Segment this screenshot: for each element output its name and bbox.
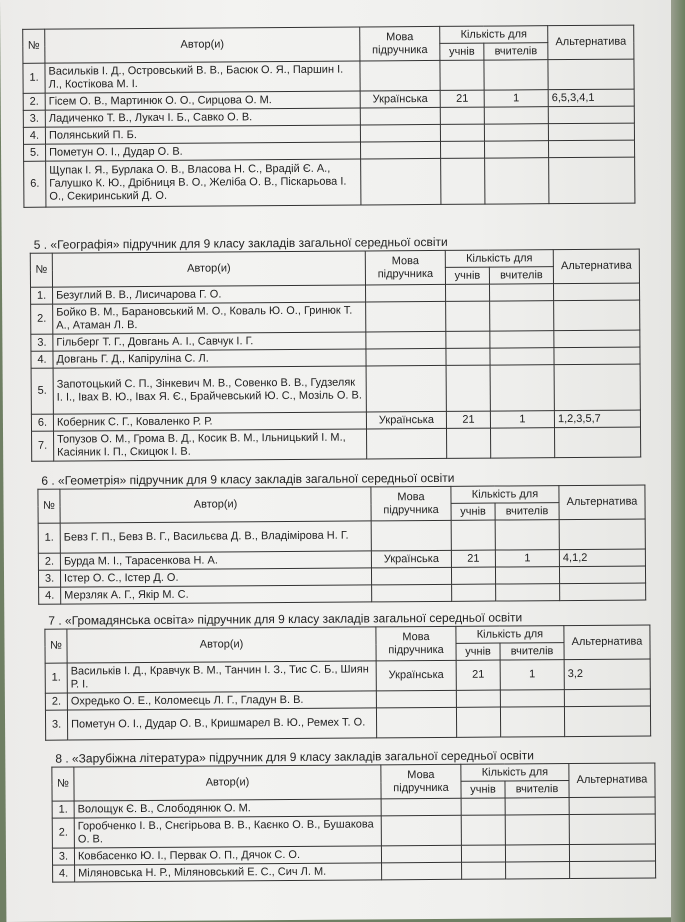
header-number: № [38, 489, 60, 523]
row-teachers: 1 [495, 550, 559, 567]
row-language [371, 567, 451, 585]
row-number: 2. [52, 818, 74, 848]
row-students [452, 584, 496, 601]
row-teachers [484, 60, 548, 90]
row-language [365, 284, 445, 302]
row-number: 4. [23, 127, 45, 144]
row-language [360, 141, 440, 159]
row-number: 3. [23, 110, 45, 127]
row-language [366, 428, 446, 459]
table-row [45, 706, 650, 740]
section-geometry [37, 470, 646, 605]
row-language [360, 124, 440, 142]
row-authors: Бойко В. М., Барановський М. О., Коваль Ю. О., Гринюк Т. А., Атаман Л. В. [53, 302, 366, 334]
header-language: Мова підручника [381, 764, 461, 799]
row-language: Українська [371, 550, 451, 568]
row-students [446, 365, 490, 411]
row-authors: Довгань Г. Д., Капіруліна С. Л. [53, 349, 366, 368]
row-alternative: 1,2,3,5,7 [554, 410, 640, 428]
row-alternative [559, 519, 645, 550]
row-teachers [490, 301, 554, 331]
table-row [24, 157, 635, 207]
row-students [446, 428, 490, 458]
row-number: 5. [24, 144, 46, 161]
row-number: 2. [23, 93, 45, 110]
header-authors: Автор(и) [74, 765, 381, 801]
row-students [456, 707, 500, 737]
row-alternative [554, 364, 640, 411]
row-authors: Васильків І. Д., Островський В. В., Басюк О. Я., Паршин І. Л., Костікова М. І. [45, 61, 360, 93]
row-number: 4. [31, 351, 53, 368]
header-number: № [30, 253, 52, 287]
row-authors: Гісем О. В., Мартинюк О. О., Сирцова О. М. [45, 91, 360, 110]
header-authors: Автор(и) [60, 487, 371, 523]
row-teachers [484, 107, 548, 124]
section-title: 7 . «Громадянська освіта» підручник для 9 класу закладів загальної середньої освіти [48, 610, 523, 628]
header-authors: Автор(и) [67, 627, 376, 663]
header-alternative: Альтернатива [553, 249, 639, 284]
row-alternative [553, 283, 639, 301]
row-teachers [495, 567, 559, 584]
header-language: Мова підручника [360, 26, 440, 61]
row-students [446, 331, 490, 348]
row-students [440, 107, 484, 124]
row-language [366, 365, 446, 412]
row-number: 7. [32, 431, 54, 461]
row-number: 5. [31, 368, 53, 414]
header-quantity: Кількість для [456, 626, 564, 644]
row-number: 4. [39, 587, 61, 604]
row-authors: Бурда М. І., Тарасенкова Н. А. [60, 551, 371, 570]
row-authors: Ковбасенко Ю. І., Первак О. П., Дячок С. О. [74, 846, 381, 865]
header-alternative: Альтернатива [564, 625, 650, 660]
row-language [360, 60, 440, 91]
row-students: 21 [456, 660, 500, 690]
row-authors: Охредько О. Е., Коломеєць Л. Г., Гладун В. В. [67, 691, 376, 710]
row-alternative: 3,2 [564, 659, 650, 690]
header-students: учнів [451, 503, 495, 520]
header-number: № [52, 767, 74, 801]
row-language [376, 690, 456, 708]
row-number: 1. [31, 287, 53, 304]
section-history [22, 25, 635, 208]
row-language [381, 845, 461, 863]
row-teachers [505, 815, 569, 845]
section-civic-education [44, 609, 651, 740]
table-row [53, 861, 656, 882]
row-teachers [490, 365, 554, 411]
row-authors: Безуглий В. В., Лисичарова Г. О. [53, 285, 366, 304]
header-quantity: Кількість для [440, 26, 548, 44]
row-language [372, 584, 452, 602]
row-number: 3. [52, 848, 74, 865]
row-language [381, 798, 461, 816]
row-language [360, 107, 440, 125]
row-alternative: 6,5,3,4,1 [548, 89, 634, 107]
row-number: 2. [45, 693, 67, 710]
row-teachers [490, 348, 554, 365]
row-alternative [569, 797, 655, 815]
row-language: Українська [376, 660, 456, 691]
table-row [31, 300, 640, 334]
row-students [440, 141, 484, 158]
row-students [441, 158, 485, 204]
header-teachers: вчителів [495, 503, 559, 520]
row-students [440, 60, 484, 90]
row-number: 3. [45, 710, 67, 740]
section-title: 6 . «Геометрія» підручник для 9 класу закладів загальної середньої освіти [41, 470, 455, 488]
row-students [446, 348, 490, 365]
section-geography [30, 234, 642, 462]
row-teachers [489, 284, 553, 301]
header-language: Мова підручника [371, 486, 451, 521]
row-number: 2. [38, 553, 60, 570]
row-alternative [559, 566, 645, 584]
header-language: Мова підручника [365, 250, 445, 285]
row-number: 6. [24, 161, 46, 207]
row-alternative: 4,1,2 [559, 549, 645, 567]
row-alternative [570, 861, 656, 879]
row-authors: Пометун О. І., Дудар О. В., Кришмарел В. Ю., Ремех Т. О. [67, 708, 376, 740]
row-language [382, 862, 462, 880]
row-authors: Істер О. С., Істер Д. О. [60, 568, 371, 587]
header-alternative: Альтернатива [559, 485, 645, 520]
row-authors: Волощук Є. В., Слободянюк О. М. [74, 799, 381, 818]
row-students [461, 815, 505, 845]
row-authors: Мерзляк А. Г., Якір М. С. [61, 585, 372, 604]
row-authors: Міляновська Н. Р., Міляновський Е. С., Сич Л. М. [75, 863, 382, 882]
row-alternative [548, 106, 634, 124]
row-language [376, 707, 456, 738]
textbook-table [44, 624, 651, 740]
row-alternative [564, 689, 650, 707]
row-teachers [495, 520, 559, 550]
header-alternative: Альтернатива [548, 25, 634, 60]
row-alternative [554, 427, 640, 458]
row-alternative [554, 347, 640, 365]
row-authors: Пометун О. І., Дудар О. В. [46, 142, 361, 161]
textbook-table [37, 485, 646, 605]
row-students [451, 520, 495, 550]
row-number: 2. [31, 304, 53, 334]
row-authors: Ладиченко Т. В., Лукач І. Б., Савко О. В. [45, 108, 360, 127]
row-students: 21 [440, 90, 484, 107]
row-language [381, 815, 461, 846]
header-authors: Автор(и) [45, 27, 360, 63]
row-authors: Топузов О. М., Грома В. Д., Косик В. М., Ільницький І. М., Касіяник І. П., Скицюк І. В. [54, 429, 367, 461]
row-number: 3. [31, 334, 53, 351]
row-number: 6. [31, 414, 53, 431]
row-teachers: 1 [500, 660, 564, 690]
row-teachers [506, 862, 570, 879]
row-authors: Васильків І. Д., Кравчук В. М., Танчин І. З., Тис С. Б., Шиян Р. І. [67, 661, 376, 693]
header-teachers: вчителів [489, 267, 553, 284]
section-title: 8 . «Зарубіжна література» підручник для 9 класу закладів загальної середньої освіти [55, 748, 534, 766]
header-quantity: Кількість для [451, 486, 559, 504]
header-teachers: вчителів [484, 43, 548, 60]
table-row [39, 583, 646, 604]
row-authors: Щупак І. Я., Бурлака О. В., Власова Н. С., Врадій Є. А., Галушко К. Ю., Дрібниця В. О., Желіба О. В., Піскарьова І. О., Секиринський Д. О. [46, 159, 361, 207]
row-teachers [484, 124, 548, 141]
row-students [462, 862, 506, 879]
header-number: № [23, 29, 45, 63]
row-language: Українська [366, 411, 446, 429]
row-authors: Полянський П. Б. [45, 125, 360, 144]
header-students: учнів [445, 267, 489, 284]
table-row [38, 519, 645, 553]
header-language: Мова підручника [376, 626, 456, 661]
row-alternative [569, 844, 655, 862]
row-number: 1. [23, 63, 45, 93]
row-students [440, 124, 484, 141]
row-teachers [505, 798, 569, 815]
table-row [32, 427, 641, 461]
row-language [371, 520, 451, 551]
header-authors: Автор(и) [52, 251, 365, 287]
row-students: 21 [446, 411, 490, 428]
header-students: учнів [461, 781, 505, 798]
row-students [461, 845, 505, 862]
row-alternative [569, 814, 655, 845]
row-language [366, 331, 446, 349]
textbook-table [30, 249, 641, 462]
row-teachers [485, 158, 549, 204]
row-number: 4. [53, 865, 75, 882]
header-number: № [45, 629, 67, 663]
row-language [361, 158, 441, 205]
row-students [446, 301, 490, 331]
row-authors: Коберник С. Г., Коваленко Р. Р. [53, 412, 366, 431]
row-students [456, 690, 500, 707]
row-teachers [490, 331, 554, 348]
header-teachers: вчителів [505, 781, 569, 798]
row-teachers: 1 [490, 411, 554, 428]
row-teachers [490, 428, 554, 458]
row-teachers: 1 [484, 90, 548, 107]
row-authors: Бевз Г. П., Бевз В. Г., Васильєва Д. В., Владімірова Н. Г. [60, 521, 371, 553]
row-language [366, 301, 446, 332]
row-number: 1. [52, 801, 74, 818]
row-alternative [564, 706, 650, 737]
row-alternative [549, 157, 635, 204]
row-alternative [548, 140, 634, 158]
row-alternative [548, 123, 634, 141]
section-title: 5 . «Географія» підручник для 9 класу закладів загальної середньої освіти [33, 234, 448, 252]
table-row [45, 659, 650, 693]
row-number: 3. [38, 570, 60, 587]
row-number: 1. [38, 523, 60, 553]
row-language: Українська [360, 90, 440, 108]
row-teachers [496, 584, 560, 601]
background-edge [671, 0, 685, 922]
row-teachers [484, 141, 548, 158]
row-alternative [554, 330, 640, 348]
row-authors: Запотоцький С. П., Зінкевич М. В., Совенко В. В., Гудзеляк І. І., Івах В. Ю., Івах Я. Є., Брайчевський Ю. С., Мозіль О. В. [53, 366, 366, 414]
row-number: 1. [45, 663, 67, 693]
row-alternative [560, 583, 646, 601]
header-alternative: Альтернатива [569, 763, 655, 798]
row-teachers [500, 690, 564, 707]
row-alternative [554, 300, 640, 331]
row-students: 21 [451, 550, 495, 567]
row-students [461, 798, 505, 815]
textbook-table [51, 762, 656, 882]
row-alternative [548, 59, 634, 90]
header-students: учнів [456, 643, 500, 660]
row-language [366, 348, 446, 366]
table-row [52, 814, 655, 848]
header-quantity: Кількість для [461, 764, 569, 782]
section-foreign-literature [51, 747, 656, 882]
row-authors: Горобченко І. В., Снєгірьова В. В., Каєнко О. В., Бушакова О. В. [74, 816, 381, 848]
row-teachers [505, 845, 569, 862]
row-teachers [500, 707, 564, 737]
row-students [451, 567, 495, 584]
textbook-table [22, 25, 635, 208]
header-teachers: вчителів [500, 643, 564, 660]
header-quantity: Кількість для [445, 250, 553, 268]
header-students: учнів [440, 43, 484, 60]
table-row [23, 59, 634, 93]
row-authors: Гільберг Т. Г., Довгань А. І., Савчук І. Г. [53, 332, 366, 351]
table-row [31, 364, 640, 414]
row-students [445, 284, 489, 301]
